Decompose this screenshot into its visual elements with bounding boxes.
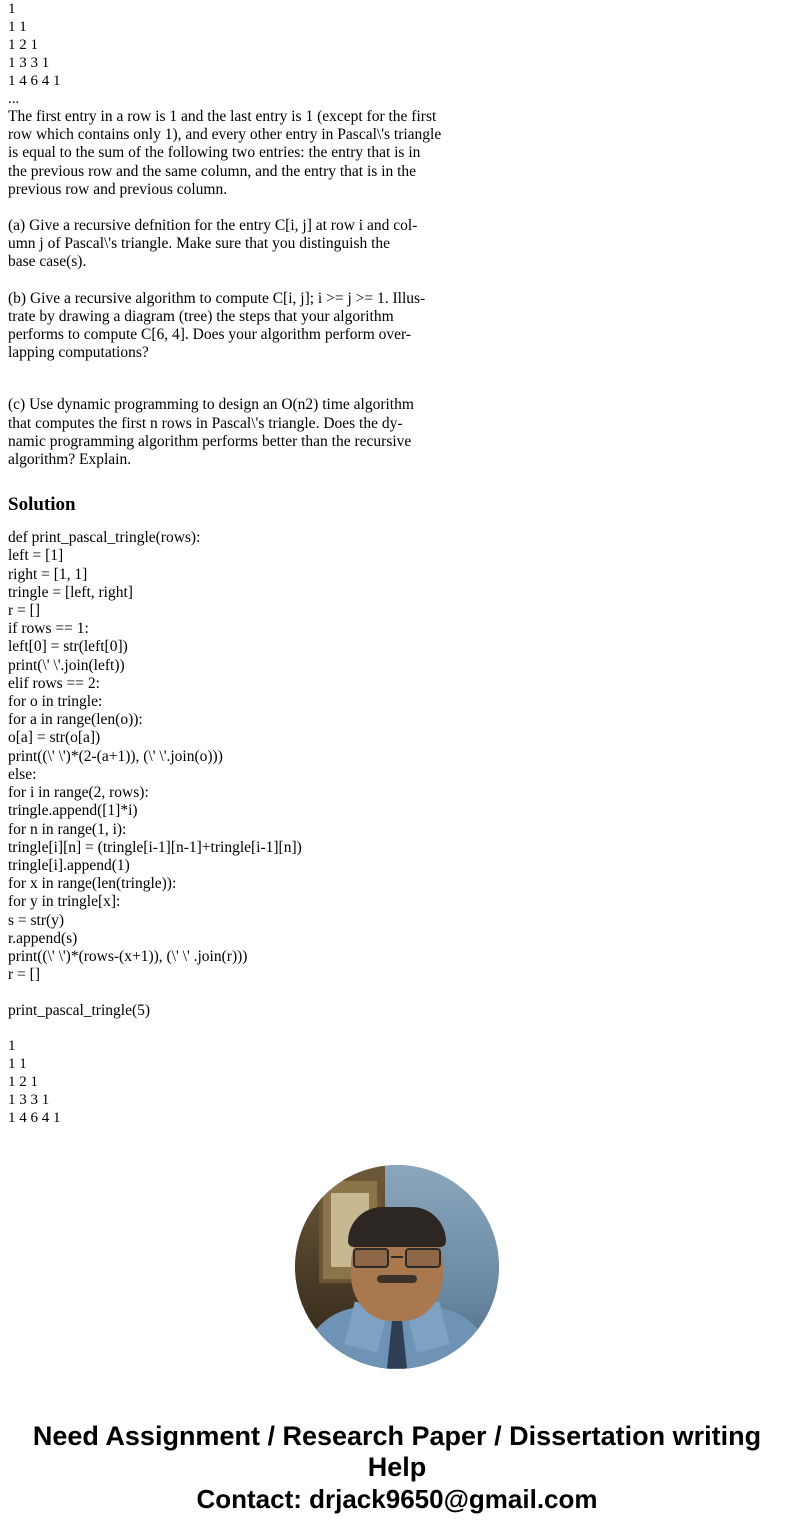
pascal-row: 1 [8,1,16,17]
code-line: s = str(y) [8,911,65,929]
code-line: r = [] [8,966,40,984]
output-row: 1 4 6 4 1 [8,1109,61,1126]
intro-paragraph [8,108,460,199]
code-line: print((\' \')*(rows-(x+1)), (\' \' .join(r))) [8,947,248,965]
code-blank-line [8,984,786,1002]
paragraph-line: umn j of Pascal\'s triangle. Make sure that you distinguish the [8,235,391,253]
solution-heading: Solution [8,494,76,516]
code-block [8,529,786,1020]
glasses-lens-left [353,1248,389,1268]
avatar-hair [348,1207,446,1247]
paragraph-line: is equal to the sum of the following two entries: the entry that is in [8,144,421,162]
code-line: tringle[i].append(1) [8,856,130,874]
promo-headline: Need Assignment / Research Paper / Dissertation writing Help [32,1420,762,1482]
code-line: left = [1] [8,547,64,565]
avatar-mustache [377,1275,417,1283]
code-line: r.append(s) [8,929,78,947]
avatar [295,1165,499,1369]
paragraph-line: (b) Give a recursive algorithm to compute C[i, j]; i >= j >= 1. Illus- [8,289,426,307]
pascal-row: 1 3 3 1 [8,55,50,71]
code-line: for o in tringle: [8,693,103,711]
code-line: for y in tringle[x]: [8,893,121,911]
paragraph-line: algorithm? Explain. [8,451,132,469]
paragraph-line: that computes the first n rows in Pascal\'s triangle. Does the dy- [8,414,403,432]
question-a [8,217,460,272]
code-line: tringle.append([1]*i) [8,802,138,820]
question-b [8,290,460,363]
paragraph-line: row which contains only 1), and every other entry in Pascal\'s triangle [8,126,442,144]
pascal-row: 1 1 [8,19,27,35]
paragraph-line: trate by drawing a diagram (tree) the steps that your algorithm [8,307,394,325]
code-line: print(\' \'.join(left)) [8,656,125,674]
glasses-icon [351,1248,443,1268]
code-line: else: [8,765,37,783]
code-line: for i in range(2, rows): [8,784,149,802]
paragraph-line: base case(s). [8,253,87,271]
code-line: tringle[i][n] = (tringle[i-1][n-1]+tringle[i-1][n]) [8,838,302,856]
output-row: 1 3 3 1 [8,1091,50,1108]
code-line: def print_pascal_tringle(rows): [8,529,201,547]
program-output [8,1037,786,1127]
pascal-row: 1 2 1 [8,37,38,53]
code-line: r = [] [8,602,40,620]
code-line: tringle = [left, right] [8,583,133,601]
paragraph-line: (a) Give a recursive defnition for the entry C[i, j] at row i and col- [8,217,418,235]
code-line: o[a] = str(o[a]) [8,729,101,747]
glasses-lens-right [405,1248,441,1268]
output-row: 1 1 [8,1055,27,1072]
paragraph-line: The first entry in a row is 1 and the last entry is 1 (except for the first [8,108,437,125]
output-row: 1 2 1 [8,1073,38,1090]
code-line: right = [1, 1] [8,565,88,583]
code-line: print((\' \')*(2-(a+1)), (\' \'.join(o))) [8,747,223,765]
paragraph-line: (c) Use dynamic programming to design an O(n2) time algorithm [8,396,414,414]
output-row: 1 [8,1037,16,1054]
promo-banner [8,1421,786,1515]
pascal-row-ellipsis: ... [8,91,20,107]
paragraph-line: lapping computations? [8,344,149,362]
code-line: left[0] = str(left[0]) [8,638,128,656]
code-line: for a in range(len(o)): [8,711,143,729]
code-line: elif rows == 2: [8,674,100,692]
spacer [8,1021,786,1037]
pascal-triangle-top [8,0,786,108]
paragraph-line: namic programming algorithm performs better than the recursive [8,432,412,450]
code-line: print_pascal_tringle(5) [8,1002,151,1020]
glasses-bridge [391,1256,403,1258]
pascal-row: 1 4 6 4 1 [8,73,61,89]
avatar-container [8,1165,786,1369]
code-line: for x in range(len(tringle)): [8,875,177,893]
paragraph-line: previous row and previous column. [8,180,228,198]
code-line: for n in range(1, i): [8,820,127,838]
question-c [8,396,460,469]
promo-contact: Contact: drjack9650@gmail.com [196,1483,598,1514]
code-line: if rows == 1: [8,620,89,638]
paragraph-line: the previous row and the same column, and the entry that is in the [8,162,417,180]
paragraph-line: performs to compute C[6, 4]. Does your algorithm perform over- [8,326,412,344]
